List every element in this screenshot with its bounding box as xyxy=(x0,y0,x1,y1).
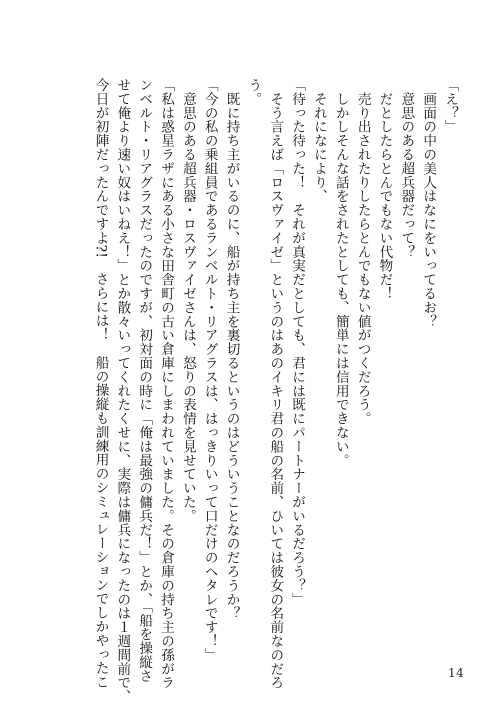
text-line: 売り出されたりしたらとんでもない値がつくだろう。 xyxy=(354,78,371,426)
text-line: 意思のある超兵器・ロスヴァイゼさんは、怒りの表情を見せていた。 xyxy=(179,78,196,523)
page-number: 14 xyxy=(448,666,465,680)
text-line: 「私は惑星ラザにある小さな田舎町の古い倉庫にしまわれていました。その倉庫の持ち主の孫がラ xyxy=(158,78,175,690)
text-line: 既に持ち主がいるのに、船が持ち主を裏切るというのはどういうことなのだろうか？ xyxy=(223,78,240,621)
text-line: ンベルト・リアグラスだったのですが、初対面の時に「俺は最強の傭兵だ！」とか、「船を操縦さ xyxy=(136,78,153,683)
text-line: 画面の中の美人はなにをいってるお？ xyxy=(420,78,437,329)
text-line: しかしそんな話をされたとしても、簡単には信用できない。 xyxy=(332,78,349,468)
text-line: う。 xyxy=(245,78,262,106)
text-line: 「今の私の乗組員であるランベルト・リアグラスは、はっきりいって口だけのヘタレです！」 xyxy=(201,78,218,662)
text-line: せて俺より速い奴はいねえ！」とか散々いってくれたくせに、実際は傭兵になったのは１週間前で、 xyxy=(114,78,131,704)
text-line: だとしたらとんでもない代物だ！ xyxy=(376,78,393,301)
text-line: 意思のある超兵器だって？ xyxy=(398,78,415,259)
text-line: 今日が初陣だったんですよ?! さらには！ 船の操縦も訓練用のシミュレーションでしかやったこ xyxy=(92,78,109,690)
text-line: それになにより、 xyxy=(310,78,327,204)
text-line: 「待った待った！ それが真実だとしても、君には既にパートナーがいるだろう？」 xyxy=(289,78,306,607)
text-line: そう言えば「ロスヴァイゼ」というのはあのイキリ君の船の名前、ひいては彼女の名前なのだろ xyxy=(267,78,284,690)
text-line: 「え？」 xyxy=(442,78,458,134)
